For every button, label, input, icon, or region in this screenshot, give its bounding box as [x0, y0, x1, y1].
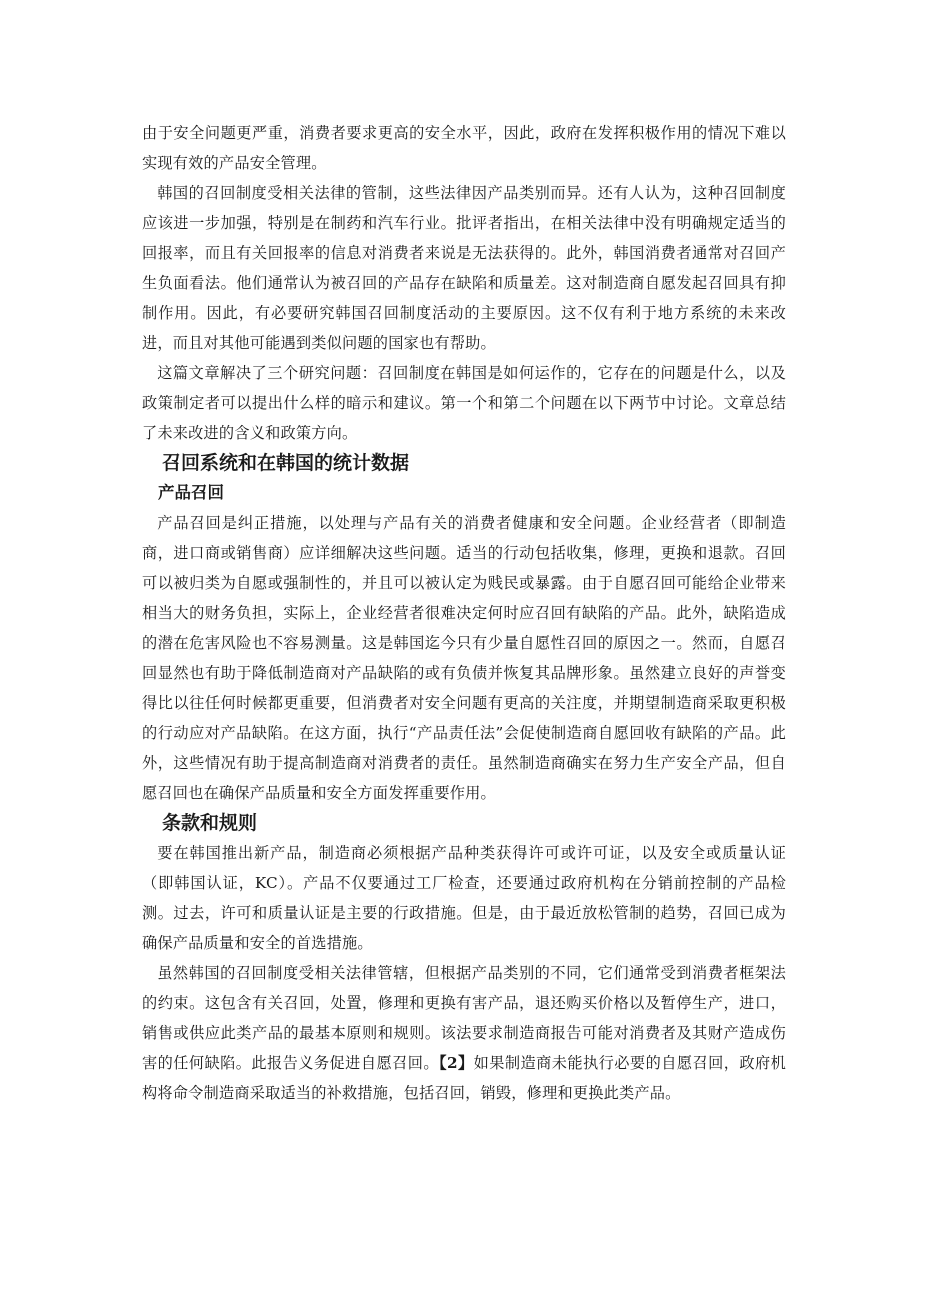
reference-marker[interactable]: 【2】 — [438, 1054, 474, 1072]
section-heading-terms-rules: 条款和规则 — [162, 812, 258, 834]
paragraph-research-questions: 这篇文章解决了三个研究问题：召回制度在韩国是如何运作的，它存在的问题是什么，以及政策制定者可以提出什么样的暗示和建议。第一个和第二个问题在以下两节中讨论。文章总结了未来改进的含义和政策方向。 — [142, 364, 786, 442]
paragraph-text-part-1: 虽然韩国的召回制度受相关法律管辖，但根据产品类别的不同，它们通常受到消费者框架法的约束。这包含有关召回，处置，修理和更换有害产品，退还购买价格以及暂停生产，进口，销售或供应此类产品的最基本原则和规则。该法要求制造商报告可能对消费者及其财产造成伤害的任何缺陷。此报告义务促进自愿召回。 — [142, 964, 786, 1072]
paragraph-consumer-framework-law — [142, 958, 786, 1108]
paragraph-korea-recall-law: 韩国的召回制度受相关法律的管制，这些法律因产品类别而异。还有人认为，这种召回制度应该进一步加强，特别是在制药和汽车行业。批评者指出，在相关法律中没有明确规定适当的回报率，而且有关回报率的信息对消费者来说是无法获得的。此外，韩国消费者通常对召回产生负面看法。他们通常认为被召回的产品存在缺陷和质量差。这对制造商自愿发起召回具有抑制作用。因此，有必要研究韩国召回制度活动的主要原因。这不仅有利于地方系统的未来改进，而且对其他可能遇到类似问题的国家也有帮助。 — [142, 184, 786, 352]
paragraph-text-part-2: 如果制造商未能执行必要的自愿召回，政府机构将命令制造商采取适当的补救措施，包括召回，销毁，修理和更换此类产品。 — [142, 1054, 786, 1102]
paragraph-safety-management: 由于安全问题更严重，消费者要求更高的安全水平，因此，政府在发挥积极作用的情况下难以实现有效的产品安全管理。 — [142, 124, 786, 172]
document-page — [142, 118, 786, 1108]
paragraph-product-recall: 产品召回是纠正措施，以处理与产品有关的消费者健康和安全问题。企业经营者（即制造商，进口商或销售商）应详细解决这些问题。适当的行动包括收集，修理，更换和退款。召回可以被归类为自愿或强制性的，并且可以被认定为贱民或暴露。由于自愿召回可能给企业带来相当大的财务负担，实际上，企业经营者很难决定何时应召回有缺陷的产品。此外，缺陷造成的潜在危害风险也不容易测量。这是韩国迄今只有少量自愿性召回的原因之一。然而，自愿召回显然也有助于降低制造商对产品缺陷的或有负债并恢复其品牌形象。虽然建立良好的声誉变得比以往任何时候都更重要，但消费者对安全问题有更高的关注度，并期望制造商采取更积极的行动应对产品缺陷。在这方面，执行“产品责任法”会促使制造商自愿回收有缺陷的产品。此外，这些情况有助于提高制造商对消费者的责任。虽然制造商确实在努力生产安全产品，但自愿召回也在确保产品质量和安全方面发挥重要作用。 — [142, 514, 786, 802]
subsection-heading-product-recall: 产品召回 — [158, 483, 224, 502]
section-heading-recall-system: 召回系统和在韩国的统计数据 — [162, 452, 410, 474]
paragraph-new-product-certification: 要在韩国推出新产品，制造商必须根据产品种类获得许可或许可证，以及安全或质量认证（即韩国认证，KC）。产品不仅要通过工厂检查，还要通过政府机构在分销前控制的产品检测。过去，许可和质量认证是主要的行政措施。但是，由于最近放松管制的趋势，召回已成为确保产品质量和安全的首选措施。 — [142, 844, 786, 952]
